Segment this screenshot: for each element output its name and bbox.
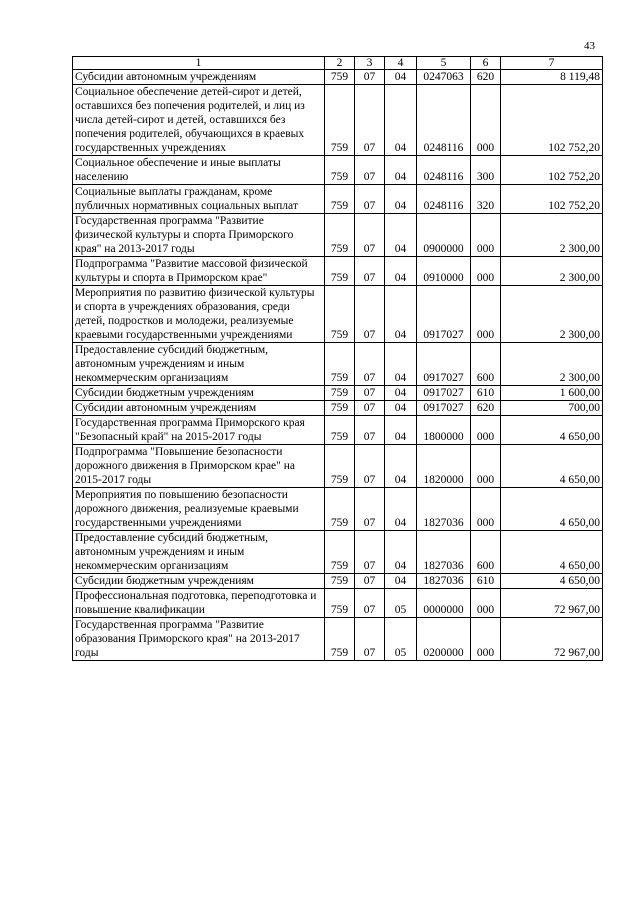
row-expense-type: 000: [471, 214, 501, 257]
row-section-code: 07: [355, 343, 385, 386]
row-name: Субсидии бюджетным учреждениям: [73, 386, 325, 401]
row-expense-type: 000: [471, 488, 501, 531]
row-section-code: 07: [355, 214, 385, 257]
row-ministry-code: 759: [325, 85, 355, 156]
row-name: Социальные выплаты гражданам, кроме публичных нормативных социальных выплат: [73, 185, 325, 214]
row-expense-type: 000: [471, 416, 501, 445]
table-row: [73, 70, 603, 85]
row-subsection-code: 04: [385, 70, 417, 85]
row-name: Субсидии автономным учреждениям: [73, 401, 325, 416]
row-section-code: 07: [355, 257, 385, 286]
row-section-code: 07: [355, 488, 385, 531]
row-subsection-code: 04: [385, 85, 417, 156]
header-col-7: 7: [501, 57, 603, 70]
row-target-code: 1827036: [417, 574, 471, 589]
row-expense-type: 600: [471, 531, 501, 574]
row-amount: 2 300,00: [501, 214, 603, 257]
row-expense-type: 600: [471, 343, 501, 386]
header-col-4: 4: [385, 57, 417, 70]
row-amount: 1 600,00: [501, 386, 603, 401]
table-row: [73, 531, 603, 574]
row-section-code: 07: [355, 386, 385, 401]
row-name: Предоставление субсидий бюджетным, автономным учреждениям и иным некоммерческим организациям: [73, 531, 325, 574]
row-target-code: 1827036: [417, 531, 471, 574]
table-row: [73, 185, 603, 214]
row-target-code: 1800000: [417, 416, 471, 445]
row-amount: 72 967,00: [501, 618, 603, 661]
table-row: [73, 488, 603, 531]
row-section-code: 07: [355, 589, 385, 618]
row-name: Мероприятия по повышению безопасности дорожного движения, реализуемые краевыми государственными учреждениями: [73, 488, 325, 531]
page-number: 43: [584, 40, 595, 52]
row-subsection-code: 04: [385, 156, 417, 185]
row-subsection-code: 04: [385, 257, 417, 286]
budget-table: [72, 56, 603, 661]
row-ministry-code: 759: [325, 185, 355, 214]
table-row: [73, 214, 603, 257]
header-col-1: 1: [73, 57, 325, 70]
header-col-5: 5: [417, 57, 471, 70]
row-name: Мероприятия по развитию физической культуры и спорта в учреждениях образования, среди детей, подростков и молодежи, реализуемые краевыми государственными учреждениями: [73, 286, 325, 343]
row-ministry-code: 759: [325, 286, 355, 343]
row-name: Предоставление субсидий бюджетным, автономным учреждениям и иным некоммерческим организациям: [73, 343, 325, 386]
row-ministry-code: 759: [325, 445, 355, 488]
table-row: [73, 589, 603, 618]
table-row: [73, 257, 603, 286]
row-amount: 8 119,48: [501, 70, 603, 85]
table-row: [73, 343, 603, 386]
row-subsection-code: 04: [385, 343, 417, 386]
row-amount: 102 752,20: [501, 156, 603, 185]
table-row: [73, 618, 603, 661]
table-row: [73, 286, 603, 343]
row-name: Подпрограмма "Повышение безопасности дорожного движения в Приморском крае" на 2015-2017 годы: [73, 445, 325, 488]
row-target-code: 0248116: [417, 85, 471, 156]
row-target-code: 0248116: [417, 185, 471, 214]
row-amount: 2 300,00: [501, 286, 603, 343]
row-target-code: 0247063: [417, 70, 471, 85]
header-col-3: 3: [355, 57, 385, 70]
row-ministry-code: 759: [325, 156, 355, 185]
row-ministry-code: 759: [325, 386, 355, 401]
row-subsection-code: 04: [385, 286, 417, 343]
row-amount: 102 752,20: [501, 185, 603, 214]
row-ministry-code: 759: [325, 70, 355, 85]
row-expense-type: 000: [471, 257, 501, 286]
row-target-code: 1820000: [417, 445, 471, 488]
row-name: Субсидии автономным учреждениям: [73, 70, 325, 85]
row-amount: 2 300,00: [501, 343, 603, 386]
row-target-code: 1827036: [417, 488, 471, 531]
table-header-row: [73, 57, 603, 70]
row-subsection-code: 05: [385, 618, 417, 661]
row-subsection-code: 05: [385, 589, 417, 618]
row-section-code: 07: [355, 70, 385, 85]
row-section-code: 07: [355, 185, 385, 214]
row-subsection-code: 04: [385, 574, 417, 589]
row-ministry-code: 759: [325, 343, 355, 386]
row-section-code: 07: [355, 574, 385, 589]
header-col-6: 6: [471, 57, 501, 70]
row-ministry-code: 759: [325, 488, 355, 531]
row-section-code: 07: [355, 286, 385, 343]
row-ministry-code: 759: [325, 531, 355, 574]
row-subsection-code: 04: [385, 185, 417, 214]
row-subsection-code: 04: [385, 386, 417, 401]
row-amount: 700,00: [501, 401, 603, 416]
row-name: Государственная программа "Развитие физической культуры и спорта Приморского края" на 2013-2017 годы: [73, 214, 325, 257]
row-subsection-code: 04: [385, 445, 417, 488]
row-expense-type: 610: [471, 386, 501, 401]
row-ministry-code: 759: [325, 401, 355, 416]
table-row: [73, 85, 603, 156]
row-expense-type: 000: [471, 286, 501, 343]
row-target-code: 0000000: [417, 589, 471, 618]
row-section-code: 07: [355, 85, 385, 156]
row-amount: 72 967,00: [501, 589, 603, 618]
row-name: Профессиональная подготовка, переподготовка и повышение квалификации: [73, 589, 325, 618]
row-target-code: 0910000: [417, 257, 471, 286]
row-name: Государственная программа "Развитие образования Приморского края" на 2013-2017 годы: [73, 618, 325, 661]
row-expense-type: 000: [471, 618, 501, 661]
row-amount: 4 650,00: [501, 445, 603, 488]
table-row: [73, 156, 603, 185]
row-section-code: 07: [355, 618, 385, 661]
row-section-code: 07: [355, 445, 385, 488]
row-subsection-code: 04: [385, 401, 417, 416]
row-target-code: 0917027: [417, 386, 471, 401]
row-target-code: 0900000: [417, 214, 471, 257]
row-ministry-code: 759: [325, 589, 355, 618]
row-section-code: 07: [355, 416, 385, 445]
row-subsection-code: 04: [385, 531, 417, 574]
row-subsection-code: 04: [385, 416, 417, 445]
row-subsection-code: 04: [385, 488, 417, 531]
row-amount: 4 650,00: [501, 416, 603, 445]
row-expense-type: 320: [471, 185, 501, 214]
row-name: Социальное обеспечение детей-сирот и детей, оставшихся без попечения родителей, и лиц из числа детей-сирот и детей, оставшихся без попечения родителей, обучающихся в краевых государственных учреждениях: [73, 85, 325, 156]
row-target-code: 0917027: [417, 343, 471, 386]
row-expense-type: 300: [471, 156, 501, 185]
header-col-2: 2: [325, 57, 355, 70]
row-expense-type: 620: [471, 70, 501, 85]
row-section-code: 07: [355, 156, 385, 185]
row-ministry-code: 759: [325, 257, 355, 286]
row-ministry-code: 759: [325, 574, 355, 589]
row-amount: 4 650,00: [501, 488, 603, 531]
row-section-code: 07: [355, 531, 385, 574]
row-amount: 4 650,00: [501, 531, 603, 574]
row-amount: 102 752,20: [501, 85, 603, 156]
row-target-code: 0917027: [417, 401, 471, 416]
row-expense-type: 000: [471, 85, 501, 156]
row-name: Государственная программа Приморского края "Безопасный край" на 2015-2017 годы: [73, 416, 325, 445]
row-ministry-code: 759: [325, 618, 355, 661]
row-name: Субсидии бюджетным учреждениям: [73, 574, 325, 589]
table-row: [73, 386, 603, 401]
row-target-code: 0917027: [417, 286, 471, 343]
row-expense-type: 000: [471, 589, 501, 618]
table-row: [73, 445, 603, 488]
row-section-code: 07: [355, 401, 385, 416]
row-subsection-code: 04: [385, 214, 417, 257]
row-target-code: 0200000: [417, 618, 471, 661]
row-amount: 4 650,00: [501, 574, 603, 589]
row-amount: 2 300,00: [501, 257, 603, 286]
row-target-code: 0248116: [417, 156, 471, 185]
row-name: Социальное обеспечение и иные выплаты населению: [73, 156, 325, 185]
row-expense-type: 000: [471, 445, 501, 488]
row-expense-type: 620: [471, 401, 501, 416]
table-row: [73, 574, 603, 589]
row-expense-type: 610: [471, 574, 501, 589]
row-name: Подпрограмма "Развитие массовой физической культуры и спорта в Приморском крае": [73, 257, 325, 286]
table-row: [73, 416, 603, 445]
row-ministry-code: 759: [325, 214, 355, 257]
table-row: [73, 401, 603, 416]
row-ministry-code: 759: [325, 416, 355, 445]
